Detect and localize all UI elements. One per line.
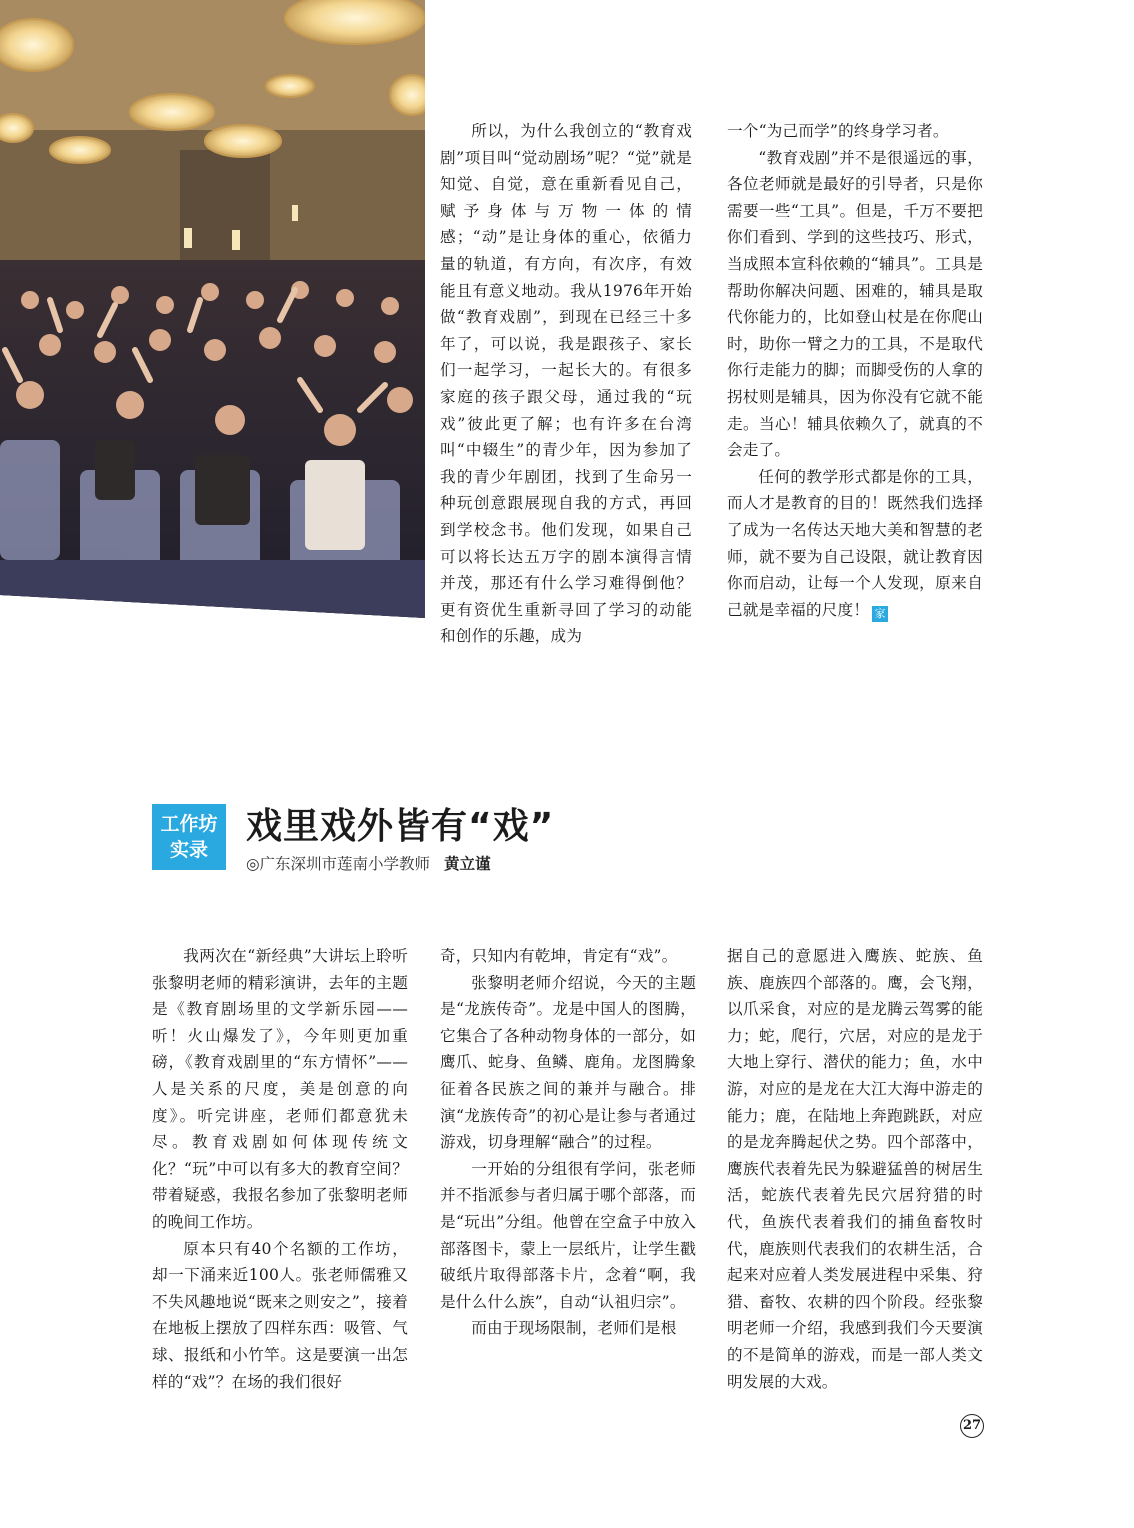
paragraph-continued: 一个“为己而学”的终身学习者。 [727, 122, 949, 140]
paragraph: 而由于现场限制，老师们是根 [471, 1319, 677, 1338]
paragraph: 原本只有40个名额的工作坊，却一下涌来近100人。张老师儒雅又不失风趣地说“既来之则安之”，接着在地板上摆放了四样东西：吸管、气球、报纸和小竹竿。这是要演一出怎样的“戏”？在场的我们很好 [152, 1239, 408, 1391]
end-mark-icon: 家 [872, 606, 888, 622]
article-column-2 [440, 943, 696, 1342]
top-article-column-2 [727, 118, 983, 623]
byline-author: 黄立谨 [444, 855, 491, 873]
paragraph-continued: 奇，只知内有乾坤，肯定有“戏”。 [440, 947, 678, 965]
top-article-column-1 [440, 118, 692, 650]
paragraph-final [727, 464, 983, 624]
article-title: 戏里戏外皆有“戏” [246, 806, 555, 847]
section-tag-line-1: 工作坊 [160, 813, 218, 835]
article-byline [246, 852, 491, 874]
paragraph: 我两次在“新经典”大讲坛上聆听张黎明老师的精彩演讲，去年的主题是《教育剧场里的文学新乐园——听！火山爆发了》，今年则更加重磅，《教育戏剧里的“东方情怀”——人是关系的尺度，美是创意的向度》。听完讲座，老师们都意犹未尽。教育戏剧如何体现传统文化？“玩”中可以有多大的教育空间？带着疑惑，我报名参加了张黎明老师的晚间工作坊。 [152, 947, 408, 1231]
byline-affiliation: ◎广东深圳市莲南小学教师 [246, 855, 431, 873]
paragraph: 张黎明老师介绍说，今天的主题是“龙族传奇”。龙是中国人的图腾，它集合了各种动物身体的一部分，如鹰爪、蛇身、鱼鳞、鹿角。龙图腾象征着各民族之间的兼并与融合。排演“龙族传奇”的初心是让参与者通过游戏，切身理解“融合”的过程。 [440, 973, 696, 1152]
audience-photo [0, 0, 425, 618]
audience-photo-art [0, 0, 425, 618]
section-tag [152, 804, 226, 870]
paragraph-text: 任何的教学形式都是你的工具，而人才是教育的目的！既然我们选择了成为一名传达天地大美和智慧的老师，就不要为自己设限，就让教育因你而启动，让每一个人发现，原来自己就是幸福的尺度！ [727, 467, 983, 619]
page-number: 27 [960, 1414, 984, 1438]
section-tag-line-2: 实录 [169, 839, 208, 861]
article-column-3 [727, 943, 983, 1395]
paragraph-continued: 据自己的意愿进入鹰族、蛇族、鱼族、鹿族四个部落的。鹰，会飞翔，以爪采食，对应的是龙腾云驾雾的能力；蛇，爬行，穴居，对应的是龙于大地上穿行、潜伏的能力；鱼，水中游，对应的是龙在大江大海中游走的能力；鹿，在陆地上奔跑跳跃，对应的是龙奔腾起伏之势。四个部落中，鹰族代表着先民为躲避猛兽的树居生活，蛇族代表着先民穴居狩猎的时代，鱼族代表着我们的捕鱼畜牧时代，鹿族则代表我们的农耕生活，合起来对应着人类发展进程中采集、狩猎、畜牧、农耕的四个阶段。经张黎明老师一介绍，我感到我们今天要演的不是简单的游戏，而是一部人类文明发展的大戏。 [727, 947, 983, 1391]
paragraph: “教育戏剧”并不是很遥远的事，各位老师就是最好的引导者，只是你需要一些“工具”。但是，千万不要把你们看到、学到的这些技巧、形式，当成照本宣科依赖的“辅具”。工具是帮助你解决问题、困难的，辅具是取代你能力的，比如登山杖是在你爬山时，助你一臂之力的工具，不是取代你行走能力的脚；而脚受伤的人拿的拐杖则是辅具，因为你没有它就不能走。当心！辅具依赖久了，就真的不会走了。 [727, 148, 983, 460]
paragraph: 一开始的分组很有学问，张老师并不指派参与者归属于哪个部落，而是“玩出”分组。他曾在空盒子中放入部落图卡，蒙上一层纸片，让学生戳破纸片取得部落卡片，念着“啊，我是什么什么族”，自动“认祖归宗”。 [440, 1159, 696, 1311]
article-column-1 [152, 943, 408, 1395]
paragraph: 所以，为什么我创立的“教育戏剧”项目叫“觉动剧场”呢？“觉”就是知觉、自觉，意在重新看见自己，赋予身体与万物一体的情感；“动”是让身体的重心，依循力量的轨道，有方向，有次序，有效能且有意义地动。我从1976年开始做“教育戏剧”，到现在已经三十多年了，可以说，我是跟孩子、家长们一起学习，一起长大的。有很多家庭的孩子跟父母，通过我的“玩戏”彼此更了解；也有许多在台湾叫“中辍生”的青少年，因为参加了我的青少年剧团，找到了生命另一种玩创意跟展现自我的方式，再回到学校念书。他们发现，如果自己可以将长达五万字的剧本演得言情并茂，那还有什么学习难得倒他？更有资优生重新寻回了学习的动能和创作的乐趣，成为 [440, 122, 692, 646]
